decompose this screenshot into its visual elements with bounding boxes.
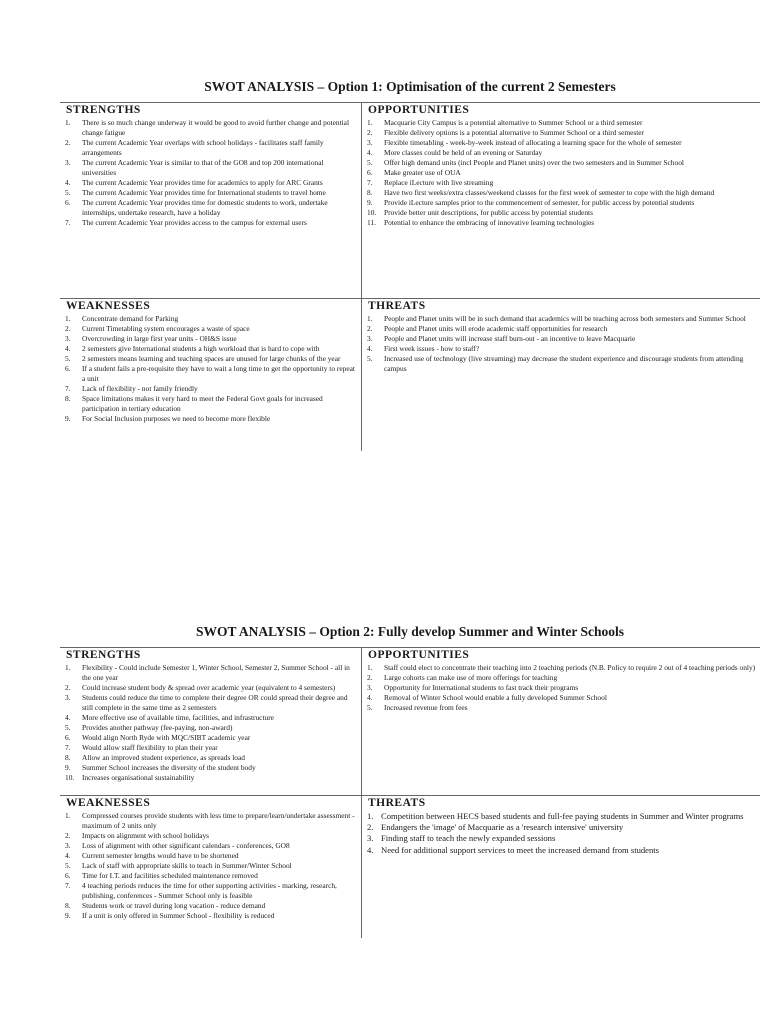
- threats-heading: THREATS: [368, 797, 426, 809]
- list-item: [65, 218, 357, 228]
- list-item-text: Students work or travel during long vacation - reduce demand: [82, 901, 266, 910]
- list-item-text: People and Planet units will erode academic staff opportunities for research: [384, 324, 608, 333]
- list-item-number: 1.: [65, 118, 71, 127]
- list-item: [367, 693, 756, 703]
- swot-1-strengths: [60, 103, 362, 299]
- list-item-number: 7.: [65, 881, 71, 890]
- list-item-text: Provides another pathway (fee-paying, non-award): [82, 723, 233, 732]
- list-item: [367, 118, 756, 128]
- swot-1-threats: [362, 299, 760, 451]
- list-item-text: Impacts on alignment with school holidays: [82, 831, 210, 840]
- list-item-text: Provide iLecture samples prior to the commencement of semester, for public access by potential students: [384, 198, 695, 207]
- list-item: [65, 334, 357, 344]
- swot-2-opportunities: [362, 648, 760, 796]
- list-item-number: 5.: [65, 861, 71, 870]
- list-item-number: 2.: [367, 673, 373, 682]
- list-item-text: Would align North Ryde with MQC/SIBT academic year: [82, 733, 251, 742]
- list-item-number: 1.: [65, 314, 71, 323]
- list-item: [367, 833, 756, 844]
- list-item-number: 5.: [65, 188, 71, 197]
- list-item: [367, 344, 756, 354]
- list-item-text: The current Academic Year is similar to that of the GO8 and top 200 international universities: [82, 158, 324, 177]
- list-item-text: Time for I.T. and facilities scheduled maintenance removed: [82, 871, 258, 880]
- list-item-number: 3.: [367, 833, 374, 844]
- list-item-text: For Social Inclusion purposes we need to become more flexible: [82, 414, 271, 423]
- list-item-text: Current Timetabling system encourages a waste of space: [82, 324, 250, 333]
- list-item: [65, 693, 357, 713]
- list-item: [65, 344, 357, 354]
- list-item-number: 6.: [65, 871, 71, 880]
- list-item: [65, 178, 357, 188]
- list-item: [367, 218, 756, 228]
- list-item-number: 8.: [367, 188, 373, 197]
- list-item: [65, 314, 357, 324]
- list-item-text: Flexible delivery options is a potential alternative to Summer School or a third semester: [384, 128, 645, 137]
- list-item-text: Macquarie City Campus is a potential alternative to Summer School or a third semester: [384, 118, 643, 127]
- list-item-text: Replace iLecture with live streaming: [384, 178, 494, 187]
- list-item-number: 4.: [65, 344, 71, 353]
- list-item-number: 3.: [367, 334, 373, 343]
- list-item-text: The current Academic Year provides time for academics to apply for ARC Grants: [82, 178, 323, 187]
- list-item: [367, 354, 756, 374]
- list-item: [65, 118, 357, 138]
- list-item-text: Flexible timetabling - week-by-week instead of allocating a learning space for the whole of semester: [384, 138, 682, 147]
- swot-1-opportunities: [362, 103, 760, 299]
- list-item-text: Provide better unit descriptions, for public access by potential students: [384, 208, 593, 217]
- list-item: [367, 314, 756, 324]
- list-item: [65, 723, 357, 733]
- list-item: [367, 208, 756, 218]
- swot-1-weaknesses: [60, 299, 362, 451]
- list-item-number: 8.: [65, 394, 71, 403]
- list-item-number: 5.: [65, 723, 71, 732]
- swot-2-threats: [362, 796, 760, 938]
- list-item: [367, 168, 756, 178]
- swot-2-title: SWOT ANALYSIS – Option 2: Fully develop Summer and Winter Schools: [195, 624, 625, 639]
- list-item-text: Concentrate demand for Parking: [82, 314, 179, 323]
- list-item-number: 5.: [367, 354, 373, 363]
- list-item: [65, 354, 357, 364]
- list-item-number: 7.: [65, 218, 71, 227]
- threats-list: [367, 314, 756, 374]
- list-item-number: 1.: [367, 118, 373, 127]
- list-item: [65, 743, 357, 753]
- list-item: [65, 324, 357, 334]
- list-item: [65, 911, 357, 921]
- swot-1-grid: [60, 102, 760, 451]
- list-item: [367, 663, 756, 673]
- list-item: [367, 198, 756, 208]
- list-item-number: 4.: [367, 844, 374, 855]
- list-item: [65, 753, 357, 763]
- strengths-list: [65, 118, 357, 228]
- list-item-number: 4.: [65, 713, 71, 722]
- list-item: [65, 861, 357, 871]
- list-item-text: There is so much change underway it would be good to avoid further change and potential change fatigue: [82, 118, 350, 137]
- list-item-number: 4.: [367, 344, 373, 353]
- swot-option-2: [60, 623, 760, 938]
- list-item-number: 4.: [367, 148, 373, 157]
- list-item-text: Finding staff to teach the newly expanded sessions: [381, 833, 556, 844]
- list-item-number: 5.: [367, 703, 373, 712]
- list-item-number: 6.: [367, 168, 373, 177]
- list-item-number: 1.: [65, 663, 71, 672]
- list-item-text: Large cohorts can make use of more offerings for teaching: [384, 673, 558, 682]
- list-item-text: Flexibility - Could include Semester 1, Winter School, Semester 2, Summer School - all in the one year: [82, 663, 350, 682]
- list-item-text: The current Academic Year overlaps with school holidays - facilitates staff family arrangements: [82, 138, 324, 157]
- list-item-text: 2 semesters means learning and teaching spaces are unused for large chunks of the year: [82, 354, 341, 363]
- opportunities-list: [367, 663, 756, 713]
- list-item-number: 9.: [65, 414, 71, 423]
- list-item-text: Staff could elect to concentrate their teaching into 2 teaching periods (N.B. Policy to require 2 out of 4 teaching periods only): [384, 663, 756, 672]
- list-item: [65, 158, 357, 178]
- list-item: [367, 334, 756, 344]
- list-item-number: 5.: [367, 158, 373, 167]
- list-item-text: Would allow staff flexibility to plan their year: [82, 743, 218, 752]
- list-item: [367, 845, 756, 856]
- list-item-text: Need for additional support services to meet the increased demand from students: [381, 844, 660, 855]
- swot-2-strengths: [60, 648, 362, 796]
- list-item: [367, 188, 756, 198]
- list-item-number: 2.: [367, 324, 373, 333]
- opportunities-list: [367, 118, 756, 228]
- list-item-text: Increased revenue from fees: [384, 703, 468, 712]
- list-item-text: Opportunity for International students to fast track their programs: [384, 683, 579, 692]
- opportunities-heading: OPPORTUNITIES: [368, 104, 470, 116]
- weaknesses-heading: WEAKNESSES: [66, 797, 151, 809]
- list-item: [65, 881, 357, 901]
- list-item: [367, 673, 756, 683]
- list-item-number: 9.: [65, 911, 71, 920]
- list-item-text: More classes could be held of an evening or Saturday: [384, 148, 543, 157]
- weaknesses-list: [65, 811, 357, 921]
- list-item-number: 9.: [367, 198, 373, 207]
- list-item-text: 2 semesters give International students a high workload that is hard to cope with: [82, 344, 320, 353]
- list-item-text: Lack of staff with appropriate skills to teach in Summer/Winter School: [82, 861, 292, 870]
- list-item-number: 6.: [65, 364, 71, 373]
- list-item-text: If a unit is only offered in Summer School - flexibility is reduced: [82, 911, 275, 920]
- list-item: [367, 683, 756, 693]
- list-item-number: 1.: [367, 811, 374, 821]
- list-item-text: More effective use of available time, facilities, and infrastructure: [82, 713, 274, 722]
- list-item-text: Offer high demand units (incl People and Planet units) over the two semesters and in Summer School: [384, 158, 684, 167]
- list-item: [65, 811, 357, 831]
- list-item: [65, 871, 357, 881]
- list-item-text: The current Academic Year provides time for domestic students to work, undertake internships, undertake research, have a holiday: [82, 198, 328, 217]
- list-item-text: Space limitations makes it very hard to meet the Federal Govt goals for increased participation in tertiary education: [82, 394, 323, 413]
- strengths-heading: STRENGTHS: [66, 649, 141, 661]
- list-item-text: Endangers the 'image' of Macquarie as a 'research intensive' university: [381, 822, 624, 833]
- list-item: [65, 138, 357, 158]
- list-item-number: 1.: [367, 663, 373, 672]
- list-item-text: If a student fails a pre-requisite they have to wait a long time to get the opportunity to repeat a unit: [82, 364, 355, 383]
- list-item-text: Competition between HECS based students and full-fee paying students in Summer and Winter programs: [381, 811, 744, 821]
- list-item: [367, 703, 756, 713]
- list-item-text: Compressed courses provide students with less time to prepare/learn/undertake assessment - maximum of 2 units only: [82, 811, 355, 830]
- list-item: [65, 384, 357, 394]
- list-item-number: 1.: [367, 314, 373, 323]
- list-item-text: Summer School increases the diversity of the student body: [82, 763, 256, 772]
- list-item: [367, 822, 756, 833]
- list-item-text: Make greater use of OUA: [384, 168, 461, 177]
- list-item: [65, 901, 357, 911]
- list-item-number: 3.: [65, 693, 71, 702]
- swot-1-title: SWOT ANALYSIS – Option 1: Optimisation of the current 2 Semesters: [204, 79, 616, 94]
- list-item: [367, 138, 756, 148]
- list-item: [367, 128, 756, 138]
- list-item: [65, 683, 357, 693]
- list-item: [367, 178, 756, 188]
- list-item-number: 3.: [367, 138, 373, 147]
- list-item: [65, 733, 357, 743]
- list-item-number: 4.: [367, 693, 373, 702]
- opportunities-heading: OPPORTUNITIES: [368, 649, 470, 661]
- list-item-text: Removal of Winter School would enable a fully developed Summer School: [384, 693, 607, 702]
- list-item-text: People and Planet units will increase staff burn-out - an incentive to leave Macquarie: [384, 334, 636, 343]
- list-item-text: The current Academic Year provides access to the campus for external users: [82, 218, 307, 227]
- list-item-text: People and Planet units will be in such demand that academics will be teaching across both semesters and Summer School: [384, 314, 746, 323]
- list-item: [65, 414, 357, 424]
- strengths-list: [65, 663, 357, 783]
- list-item-number: 10.: [367, 208, 377, 217]
- list-item-text: Overcrowding in large first year units - OH&S issue: [82, 334, 237, 343]
- list-item-number: 3.: [65, 334, 71, 343]
- list-item-number: 3.: [65, 841, 71, 850]
- list-item-text: Potential to enhance the embracing of innovative learning technologies: [384, 218, 595, 227]
- list-item-number: 5.: [65, 354, 71, 363]
- list-item-text: Increases organisational sustainability: [82, 773, 195, 782]
- swot-option-1: [60, 78, 760, 451]
- list-item-text: Increased use of technology (live streaming) may decrease the student experience and discourage students from attending campus: [384, 354, 744, 373]
- list-item-number: 9.: [65, 763, 71, 772]
- list-item: [367, 811, 756, 822]
- list-item: [65, 763, 357, 773]
- list-item-number: 6.: [65, 198, 71, 207]
- list-item: [65, 188, 357, 198]
- list-item-number: 2.: [65, 831, 71, 840]
- list-item: [367, 148, 756, 158]
- list-item: [65, 841, 357, 851]
- list-item-text: Allow an improved student experience, as spreads load: [82, 753, 245, 762]
- list-item: [65, 394, 357, 414]
- list-item-text: Students could reduce the time to complete their degree OR could spread their degree and still complete in the same time as 2 semesters: [82, 693, 348, 712]
- list-item: [65, 851, 357, 861]
- list-item-number: 2.: [65, 324, 71, 333]
- list-item-number: 2.: [367, 822, 374, 833]
- list-item-number: 2.: [367, 128, 373, 137]
- list-item-number: 3.: [65, 158, 71, 167]
- list-item-text: First week issues - how to staff?: [384, 344, 480, 353]
- list-item: [65, 364, 357, 384]
- list-item: [65, 831, 357, 841]
- weaknesses-heading: WEAKNESSES: [66, 300, 151, 312]
- list-item-number: 1.: [65, 811, 71, 820]
- list-item-number: 11.: [367, 218, 376, 227]
- list-item-text: 4 teaching periods reduces the time for other supporting activities - marking, research, publishing, conferences - Summer School only is feasible: [82, 881, 337, 900]
- swot-2-weaknesses: [60, 796, 362, 938]
- list-item: [367, 158, 756, 168]
- swot-2-grid: [60, 647, 760, 938]
- list-item: [367, 324, 756, 334]
- list-item-text: Lack of flexibility - not family friendly: [82, 384, 198, 393]
- list-item-text: Loss of alignment with other significant calendars - conferences, GO8: [82, 841, 290, 850]
- threats-heading: THREATS: [368, 300, 426, 312]
- list-item-number: 7.: [65, 384, 71, 393]
- list-item-number: 4.: [65, 851, 71, 860]
- list-item-number: 3.: [367, 683, 373, 692]
- list-item-text: Have two first weeks/extra classes/weekend classes for the first week of semester to cope with the high demand: [384, 188, 715, 197]
- list-item: [65, 663, 357, 683]
- list-item-number: 2.: [65, 138, 71, 147]
- list-item-number: 8.: [65, 753, 71, 762]
- list-item-text: Current semester lengths would have to be shortened: [82, 851, 239, 860]
- list-item: [65, 198, 357, 218]
- list-item-text: Could increase student body & spread over academic year (equivalent to 4 semesters): [82, 683, 336, 692]
- list-item-number: 4.: [65, 178, 71, 187]
- list-item-text: The current Academic Year provides time for International students to travel home: [82, 188, 326, 197]
- strengths-heading: STRENGTHS: [66, 104, 141, 116]
- list-item: [65, 773, 357, 783]
- list-item: [65, 713, 357, 723]
- list-item-number: 2.: [65, 683, 71, 692]
- list-item-number: 6.: [65, 733, 71, 742]
- threats-list: [367, 811, 756, 856]
- weaknesses-list: [65, 314, 357, 424]
- list-item-number: 7.: [367, 178, 373, 187]
- list-item-number: 8.: [65, 901, 71, 910]
- list-item-number: 10.: [65, 773, 75, 782]
- list-item-number: 7.: [65, 743, 71, 752]
